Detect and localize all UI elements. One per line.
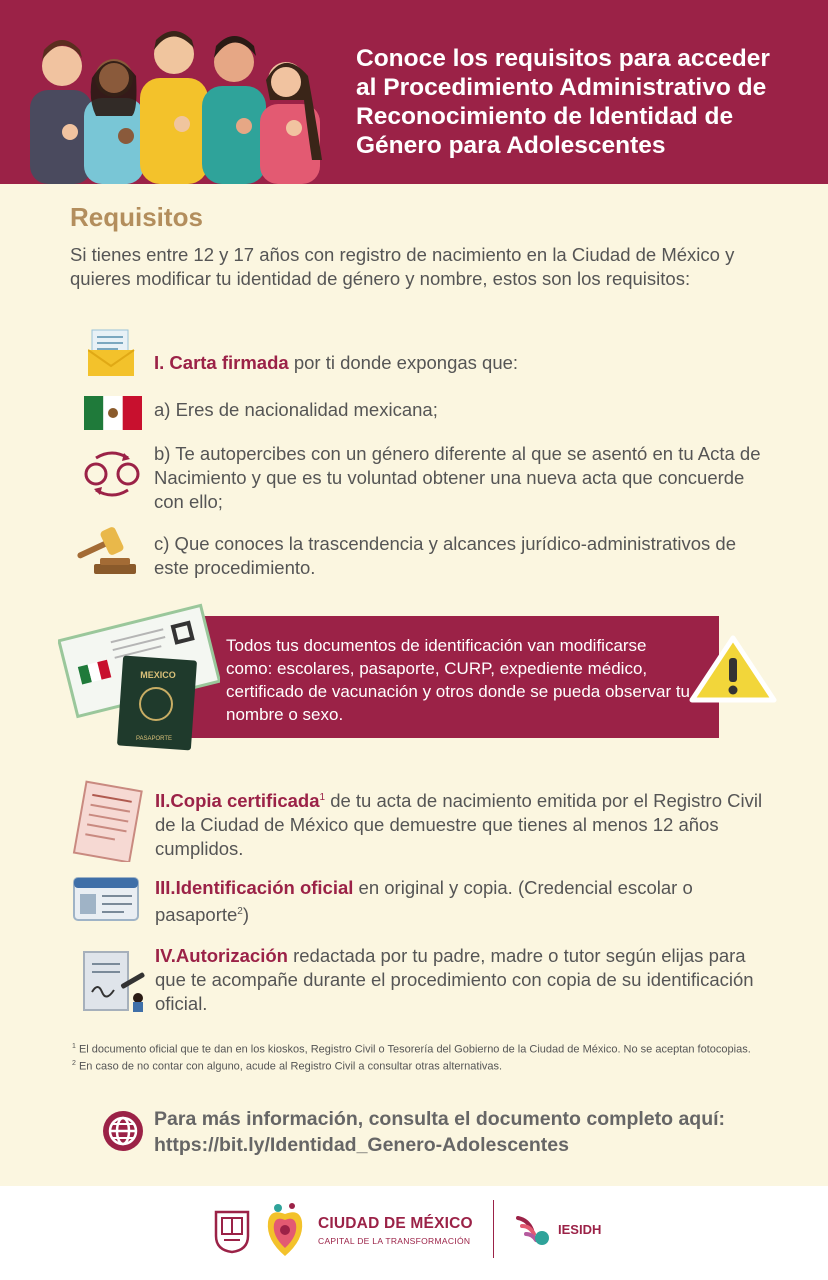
more-info-link[interactable]: https://bit.ly/Identidad_Genero-Adolescentes (154, 1134, 569, 1156)
footer (0, 1186, 828, 1280)
passport-bottom-label: PASAPORTE (135, 736, 173, 742)
requirement-2-footnote-ref: 1 (319, 792, 326, 803)
iesidh-logo-icon (516, 1214, 554, 1248)
requirement-1 (154, 351, 754, 375)
city-name: CIUDAD DE MÉXICO (318, 1215, 473, 1232)
footnote-2-text: En caso de no contar con alguno, acude al Registro Civil a consultar otras alternativas. (75, 1060, 503, 1073)
footnotes (72, 1040, 772, 1074)
more-info (154, 1106, 774, 1158)
more-info-text: Para más información, consulta el documento completo aquí: (154, 1108, 726, 1130)
envelope-letter-icon (88, 328, 136, 378)
page-title: Conoce los requisitos para acceder al Procedimiento Administrativo de Reconocimiento de Identidad de Género para Adolescentes (356, 45, 770, 159)
requirement-3-number: III. (155, 877, 176, 898)
requirement-3 (155, 876, 765, 927)
footnote-2-number: 2 (72, 1060, 76, 1068)
section-title: Requisitos (70, 202, 203, 232)
footnote-1-number: 1 (72, 1043, 76, 1050)
id-card-icon (72, 874, 142, 924)
requirement-3-text-end: ) (242, 904, 250, 926)
requirement-2 (155, 786, 765, 861)
sub-item-c: c) Que conoces la trascendencia y alcances jurídico-administrativos de este procedimiento. (154, 533, 737, 578)
signed-authorization-icon (80, 948, 150, 1014)
requirement-2-number: II. (155, 790, 171, 812)
footnote-1 (72, 1040, 772, 1057)
requirement-4-text: redactada por tu padre, madre o tutor según elijas para que te acompañe durante el procedimiento con copia de su identificación oficial. (155, 945, 754, 1014)
requirement-4 (155, 944, 765, 1016)
passport-label: MEXICO (140, 670, 176, 680)
warning-triangle-icon (688, 634, 778, 704)
footnote-2 (72, 1057, 772, 1074)
people-illustration (22, 20, 338, 184)
id-documents-illustration (58, 592, 220, 752)
requirement-3-text: en original y copia. (Credencial escolar o pasaporte (155, 877, 693, 926)
cdmx-coat-of-arms-logo (212, 1208, 252, 1254)
requirement-2-label: Copia certificada (170, 790, 320, 812)
requirement-1-number: I. (154, 352, 165, 373)
iesidh-name: IESIDH (558, 1222, 602, 1237)
requirement-2-text: de tu acta de nacimiento emitida por el Registro Civil de la Ciudad de México que demuestre que tienes al menos 12 años cumplidos. (155, 790, 763, 860)
birth-certificate-icon (70, 780, 146, 862)
intro-text: Si tienes entre 12 y 17 años con registro de nacimiento en la Ciudad de México y quieres modificar tu identidad de género y nombre, estos son los requisitos: (70, 244, 735, 289)
footnote-1-text: El documento oficial que te dan en los kioskos, Registro Civil o Tesorería del Gobierno de la Ciudad de México. No se aceptan fotocopias. (75, 1043, 751, 1056)
header-banner (0, 0, 828, 184)
cycle-arrows-icon (82, 448, 142, 500)
requirement-4-label: Autorización (175, 945, 288, 966)
globe-icon (102, 1110, 144, 1152)
sub-item-a: a) Eres de nacionalidad mexicana; (154, 399, 438, 420)
sub-item-b: b) Te autopercibes con un género diferente al que se asentó en tu Acta de Nacimiento y que es tu voluntad obtener una nueva acta que concuerde con ello; (154, 443, 761, 512)
warning-text: Todos tus documentos de identificación van modificarse como: escolares, pasaporte, CURP, expediente médico, certificado de vacunación y otros donde se pueda observar tu nombre o sexo. (226, 636, 691, 724)
mexico-flag-icon (84, 396, 142, 430)
requirement-1-label: Carta firmada (169, 352, 289, 373)
heart-city-logo (262, 1200, 308, 1260)
requirement-3-label: Identificación oficial (175, 877, 354, 898)
gavel-icon (74, 526, 144, 576)
footer-divider (493, 1200, 494, 1258)
requirement-1-text: por ti donde expongas que: (288, 352, 519, 373)
requirement-4-number: IV. (155, 945, 176, 966)
requirement-3-footnote-ref: 2 (237, 906, 243, 917)
city-tagline: CAPITAL DE LA TRANSFORMACIÓN (318, 1236, 471, 1246)
